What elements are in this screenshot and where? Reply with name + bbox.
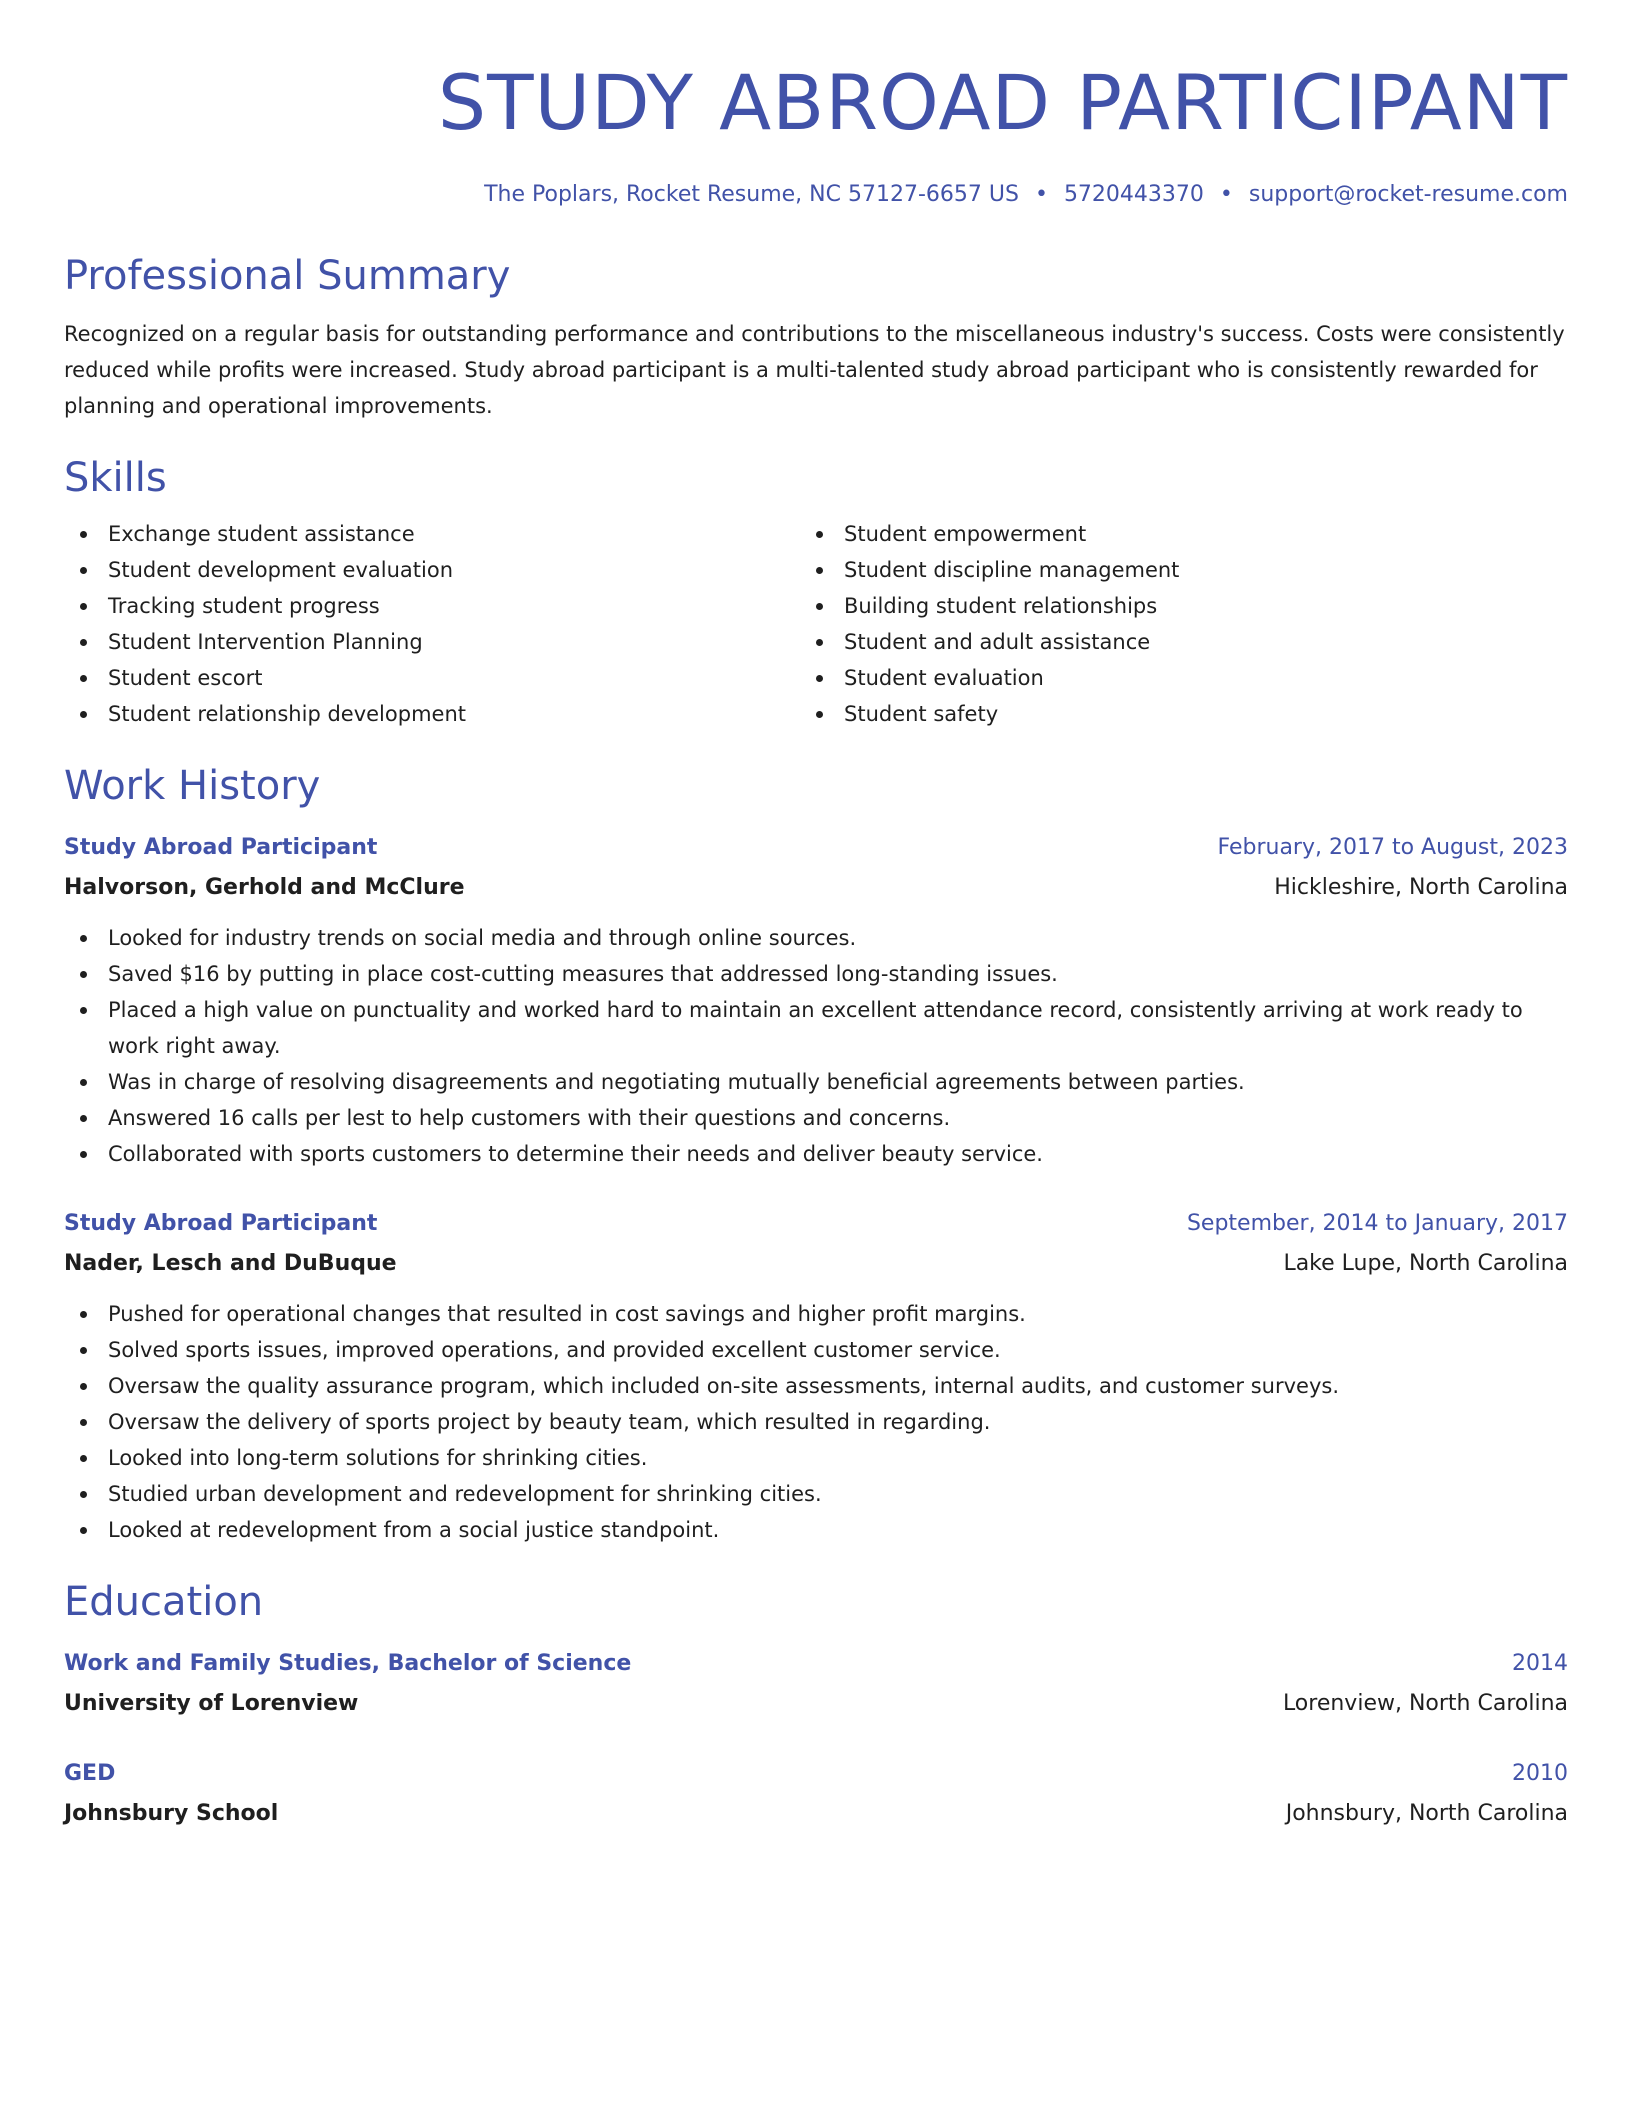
job-bullets — [64, 1296, 1568, 1548]
education-school: University of Lorenview — [64, 1691, 359, 1716]
contact-phone: 5720443370 — [1063, 182, 1204, 207]
skill-item: Student Intervention Planning — [64, 624, 800, 660]
education-school: Johnsbury School — [64, 1801, 279, 1826]
job-bullet: Studied urban development and redevelopment for shrinking cities. — [64, 1476, 1568, 1512]
skill-item: Student discipline management — [800, 552, 1536, 588]
summary-heading: Professional Summary — [64, 253, 511, 299]
skill-item: Exchange student assistance — [64, 516, 800, 552]
skill-item: Student safety — [800, 696, 1536, 732]
education-year: 2010 — [1512, 1761, 1568, 1786]
job-company: Halvorson, Gerhold and McClure — [64, 875, 465, 900]
job-bullet: Was in charge of resolving disagreements and negotiating mutually beneficial agreements between parties. — [64, 1064, 1568, 1100]
job-header-row — [64, 1204, 1568, 1244]
work-history-section — [64, 760, 1568, 1548]
job-company-row — [64, 868, 1568, 908]
job-bullet: Looked for industry trends on social media and through online sources. — [64, 920, 1568, 956]
education-degree: Work and Family Studies, Bachelor of Science — [64, 1651, 632, 1676]
candidate-name: STUDY ABROAD PARTICIPANT — [437, 58, 1568, 147]
job-bullet: Oversaw the quality assurance program, which included on-site assessments, internal audits, and customer surveys. — [64, 1368, 1568, 1404]
education-entry — [64, 1644, 1568, 1724]
job-header-row — [64, 828, 1568, 868]
skill-item: Building student relationships — [800, 588, 1536, 624]
job-bullet: Looked into long-term solutions for shrinking cities. — [64, 1440, 1568, 1476]
education-section — [64, 1576, 1568, 1834]
job-bullet: Answered 16 calls per lest to help customers with their questions and concerns. — [64, 1100, 1568, 1136]
education-header-row — [64, 1754, 1568, 1794]
job-company-row — [64, 1244, 1568, 1284]
job-location: Hickleshire, North Carolina — [1274, 875, 1568, 900]
skill-item: Student escort — [64, 660, 800, 696]
job-bullet: Looked at redevelopment from a social justice standpoint. — [64, 1512, 1568, 1548]
skill-item: Student empowerment — [800, 516, 1536, 552]
job-bullet: Placed a high value on punctuality and worked hard to maintain an excellent attendance record, consistently arriving at work ready to work right away. — [64, 992, 1568, 1064]
job-title: Study Abroad Participant — [64, 1211, 378, 1236]
education-location: Lorenview, North Carolina — [1282, 1691, 1568, 1716]
education-degree: GED — [64, 1761, 116, 1786]
contact-separator: • — [1034, 182, 1048, 207]
job-location: Lake Lupe, North Carolina — [1283, 1251, 1568, 1276]
job-dates: September, 2014 to January, 2017 — [1186, 1211, 1568, 1236]
job-bullet: Solved sports issues, improved operations, and provided excellent customer service. — [64, 1332, 1568, 1368]
skills-columns — [64, 516, 1568, 732]
job-company: Nader, Lesch and DuBuque — [64, 1251, 397, 1276]
skills-column-left — [64, 516, 800, 732]
job-bullets — [64, 920, 1568, 1172]
skills-heading: Skills — [64, 455, 167, 501]
education-school-row — [64, 1684, 1568, 1724]
job-bullet: Pushed for operational changes that resulted in cost savings and higher profit margins. — [64, 1296, 1568, 1332]
education-entry — [64, 1754, 1568, 1834]
skill-item: Student relationship development — [64, 696, 800, 732]
job-entry — [64, 1204, 1568, 1548]
education-location: Johnsbury, North Carolina — [1285, 1801, 1568, 1826]
contact-address: The Poplars, Rocket Resume, NC 57127-6657 US — [484, 182, 1019, 207]
summary-text: Recognized on a regular basis for outstanding performance and contributions to the miscellaneous industry's success. Costs were consistently reduced while profits were increased. Study abroad participant is a multi-talented study abroad participant who is consistently rewarded for planning and operational improvements. — [64, 322, 1565, 418]
contact-line — [64, 180, 1568, 210]
skills-section — [64, 452, 1568, 732]
skill-item: Student development evaluation — [64, 552, 800, 588]
skill-item: Student evaluation — [800, 660, 1536, 696]
skills-column-right — [800, 516, 1536, 732]
education-year: 2014 — [1512, 1651, 1568, 1676]
job-entry — [64, 828, 1568, 1172]
education-heading: Education — [64, 1579, 264, 1625]
job-title: Study Abroad Participant — [64, 835, 378, 860]
education-header-row — [64, 1644, 1568, 1684]
contact-separator: • — [1219, 182, 1233, 207]
resume-header — [64, 56, 1568, 210]
job-bullet: Saved $16 by putting in place cost-cutting measures that addressed long-standing issues. — [64, 956, 1568, 992]
job-dates: February, 2017 to August, 2023 — [1217, 835, 1568, 860]
job-bullet: Collaborated with sports customers to determine their needs and deliver beauty service. — [64, 1136, 1568, 1172]
work-history-heading: Work History — [64, 763, 321, 809]
education-school-row — [64, 1794, 1568, 1834]
job-bullet: Oversaw the delivery of sports project by beauty team, which resulted in regarding. — [64, 1404, 1568, 1440]
skill-item: Student and adult assistance — [800, 624, 1536, 660]
skill-item: Tracking student progress — [64, 588, 800, 624]
contact-email: support@rocket-resume.com — [1248, 182, 1568, 207]
summary-section — [64, 250, 1568, 424]
